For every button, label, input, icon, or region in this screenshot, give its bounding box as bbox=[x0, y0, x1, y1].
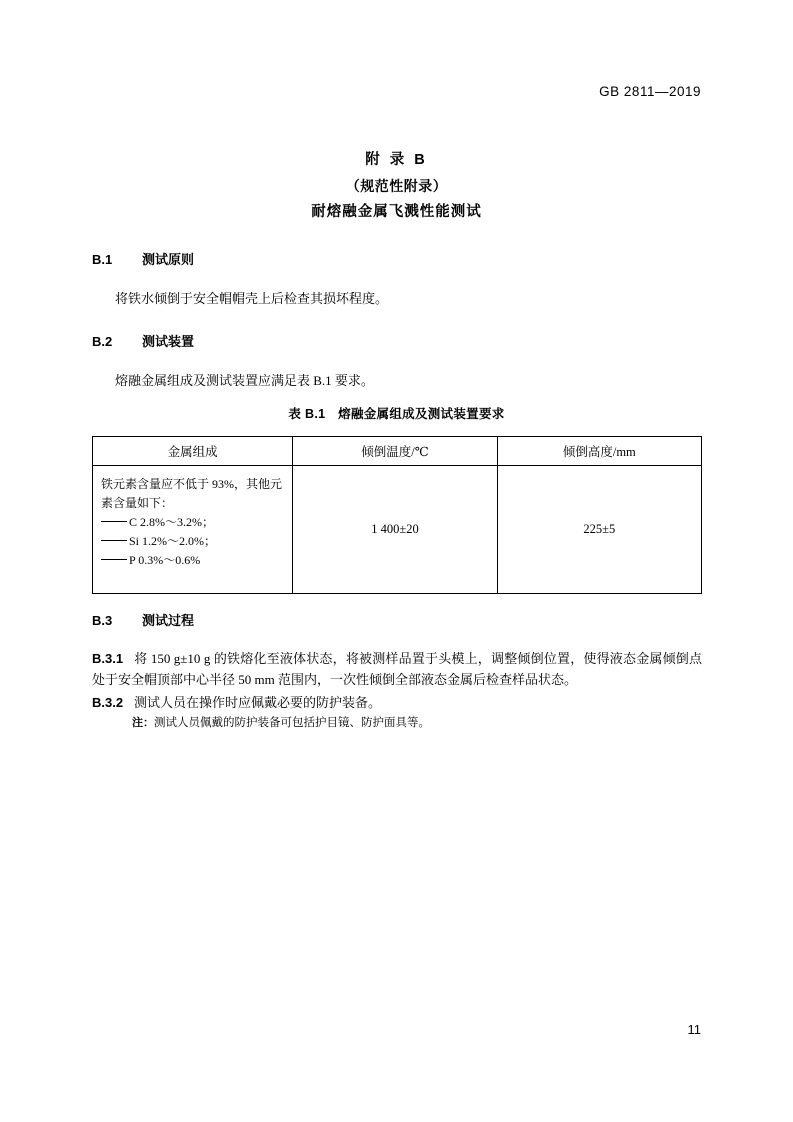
item-text-b32: 测试人员在操作时应佩戴必要的防护装备。 bbox=[134, 695, 382, 710]
composition-item-p-text: P 0.3%～0.6% bbox=[129, 553, 201, 567]
composition-item-p bbox=[101, 551, 284, 570]
item-text-b31: 将 150 g±10 g 的铁熔化至液体状态，将被测样品置于头模上，调整倾倒位置，使得液态金属倾倒点处于安全帽顶部中心半径 50 mm 范围内，一次性倾倒全部液态金属后检查样品状态。 bbox=[92, 651, 702, 687]
note-label: 注： bbox=[132, 717, 154, 729]
section-body-b31 bbox=[92, 648, 702, 690]
section-heading-b2 bbox=[92, 331, 194, 350]
table-header-cell-composition: 金属组成 bbox=[93, 437, 293, 466]
dash-mark-icon bbox=[101, 540, 127, 541]
annex-label: 附 录 B bbox=[365, 152, 428, 168]
table-header-cell-height: 倾倒高度/mm bbox=[497, 437, 701, 466]
table-header-row bbox=[93, 437, 702, 466]
section-body-b32 bbox=[92, 692, 702, 713]
note-text: 测试人员佩戴的防护装备可包括护目镜、防护面具等。 bbox=[154, 717, 430, 729]
table-cell-temperature: 1 400±20 bbox=[293, 466, 497, 594]
section-body-b1: 将铁水倾倒于安全帽帽壳上后检查其损坏程度。 bbox=[115, 291, 389, 306]
note-block bbox=[132, 714, 702, 732]
table-row bbox=[93, 466, 702, 594]
table-cell-composition bbox=[93, 466, 293, 594]
section-heading-b3 bbox=[92, 610, 194, 629]
section-number-b1: B.1 bbox=[92, 252, 113, 267]
composition-intro: 铁元素含量应不低于 93%，其他元素含量如下： bbox=[101, 477, 282, 510]
page-number: 11 bbox=[687, 1022, 701, 1037]
dash-mark-icon bbox=[101, 521, 127, 522]
section-body-b2: 熔融金属组成及测试装置应满足表 B.1 要求。 bbox=[115, 373, 374, 388]
table-header-cell-temperature: 倾倒温度/℃ bbox=[293, 437, 497, 466]
annex-type: （规范性附录） bbox=[345, 178, 448, 194]
composition-item-si-text: Si 1.2%～2.0%； bbox=[129, 534, 217, 548]
section-heading-b1 bbox=[92, 249, 194, 268]
annex-title: 耐熔融金属飞溅性能测试 bbox=[311, 204, 482, 220]
dash-mark-icon bbox=[101, 559, 127, 560]
composition-item-c-text: C 2.8%～3.2%； bbox=[129, 515, 214, 529]
composition-item-c bbox=[101, 513, 284, 532]
composition-item-si bbox=[101, 532, 284, 551]
table-caption: 表 B.1 熔融金属组成及测试装置要求 bbox=[288, 407, 505, 421]
item-label-b32: B.3.2 bbox=[92, 695, 124, 710]
item-label-b31: B.3.1 bbox=[92, 651, 124, 666]
section-number-b2: B.2 bbox=[92, 334, 113, 349]
section-title-b2: 测试装置 bbox=[142, 334, 195, 349]
section-title-b1: 测试原则 bbox=[142, 252, 195, 267]
spec-table bbox=[92, 436, 702, 594]
standard-number-header: GB 2811—2019 bbox=[599, 84, 701, 99]
section-title-b3: 测试过程 bbox=[142, 613, 195, 628]
section-number-b3: B.3 bbox=[92, 613, 113, 628]
table-cell-height: 225±5 bbox=[497, 466, 701, 594]
